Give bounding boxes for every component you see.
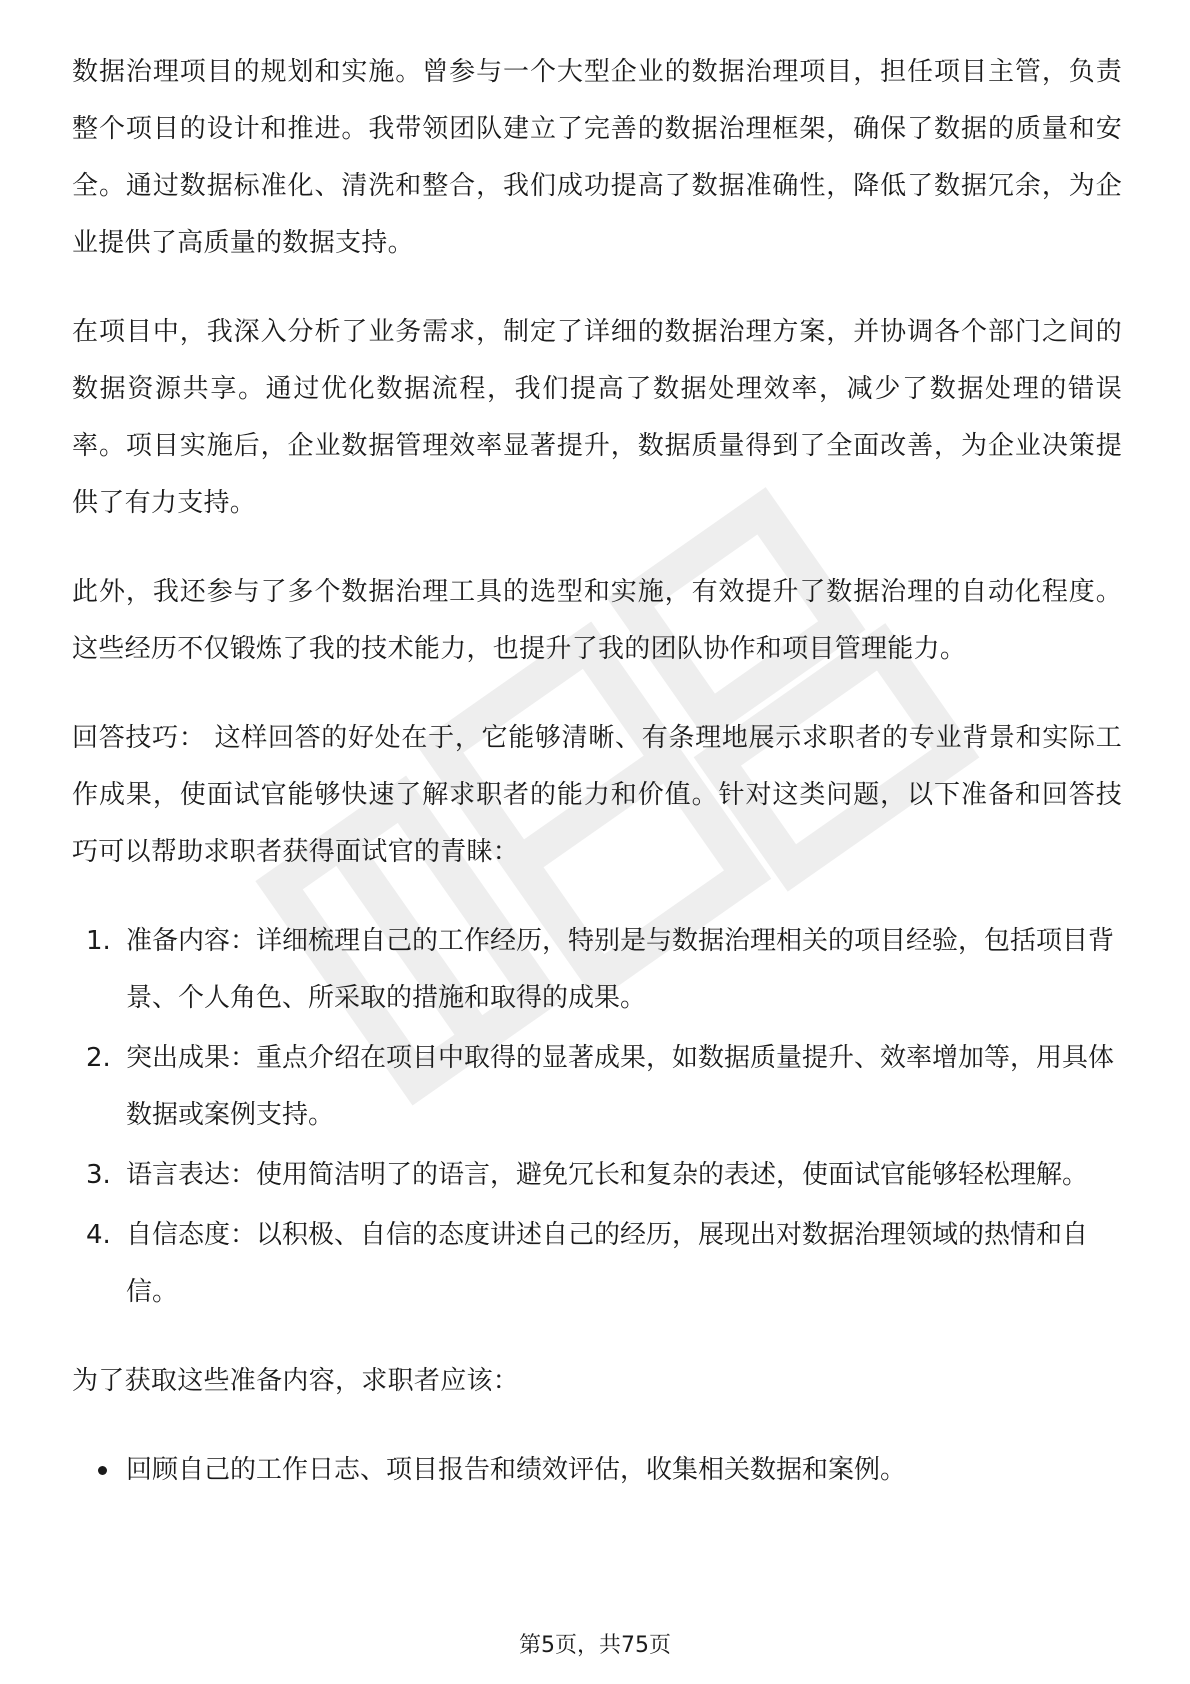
list-item bbox=[72, 1147, 1122, 1204]
tips-list bbox=[72, 913, 1122, 1321]
list-number: 3. bbox=[86, 1160, 111, 1190]
list-item-text: 突出成果：重点介绍在项目中取得的显著成果，如数据质量提升、效率增加等，用具体数据或案例支持。 bbox=[126, 1043, 1115, 1130]
list-item-text: 准备内容：详细梳理自己的工作经历，特别是与数据治理相关的项目经验，包括项目背景、个人角色、所采取的措施和取得的成果。 bbox=[126, 926, 1115, 1013]
paragraph-prep-intro: 为了获取这些准备内容，求职者应该： bbox=[72, 1366, 520, 1396]
bullet-icon bbox=[98, 1466, 107, 1475]
list-item bbox=[72, 1030, 1122, 1144]
list-item-text: 语言表达：使用简洁明了的语言，避免冗长和复杂的表述，使面试官能够轻松理解。 bbox=[126, 1160, 1089, 1190]
page-number-footer: 第5页，共75页 bbox=[519, 1633, 671, 1658]
list-item-text: 自信态度：以积极、自信的态度讲述自己的经历，展现出对数据治理领域的热情和自信。 bbox=[126, 1220, 1089, 1307]
list-item bbox=[72, 1207, 1122, 1321]
bullet-list bbox=[72, 1442, 1122, 1499]
paragraph-answer-tips: 回答技巧： 这样回答的好处在于，它能够清晰、有条理地展示求职者的专业背景和实际工作成果，使面试官能够快速了解求职者的能力和价值。针对这类问题，以下准备和回答技巧可以帮助求职者获得面试官的青睐： bbox=[72, 723, 1122, 867]
paragraph-tools: 此外，我还参与了多个数据治理工具的选型和实施，有效提升了数据治理的自动化程度。这些经历不仅锻炼了我的技术能力，也提升了我的团队协作和项目管理能力。 bbox=[72, 577, 1122, 664]
document-body bbox=[72, 44, 1122, 1499]
list-item bbox=[72, 1442, 1122, 1499]
paragraph-project-details: 在项目中，我深入分析了业务需求，制定了详细的数据治理方案，并协调各个部门之间的数据资源共享。通过优化数据流程，我们提高了数据处理效率，减少了数据处理的错误率。项目实施后，企业数据管理效率显著提升，数据质量得到了全面改善，为企业决策提供了有力支持。 bbox=[72, 317, 1122, 518]
list-number: 1. bbox=[86, 926, 111, 956]
list-number: 2. bbox=[86, 1043, 111, 1073]
list-item bbox=[72, 913, 1122, 1027]
paragraph-project-intro: 数据治理项目的规划和实施。曾参与一个大型企业的数据治理项目，担任项目主管，负责整个项目的设计和推进。我带领团队建立了完善的数据治理框架，确保了数据的质量和安全。通过数据标准化、清洗和整合，我们成功提高了数据准确性，降低了数据冗余，为企业提供了高质量的数据支持。 bbox=[72, 57, 1122, 258]
list-number: 4. bbox=[86, 1220, 111, 1250]
list-item-text: 回顾自己的工作日志、项目报告和绩效评估，收集相关数据和案例。 bbox=[126, 1455, 907, 1485]
